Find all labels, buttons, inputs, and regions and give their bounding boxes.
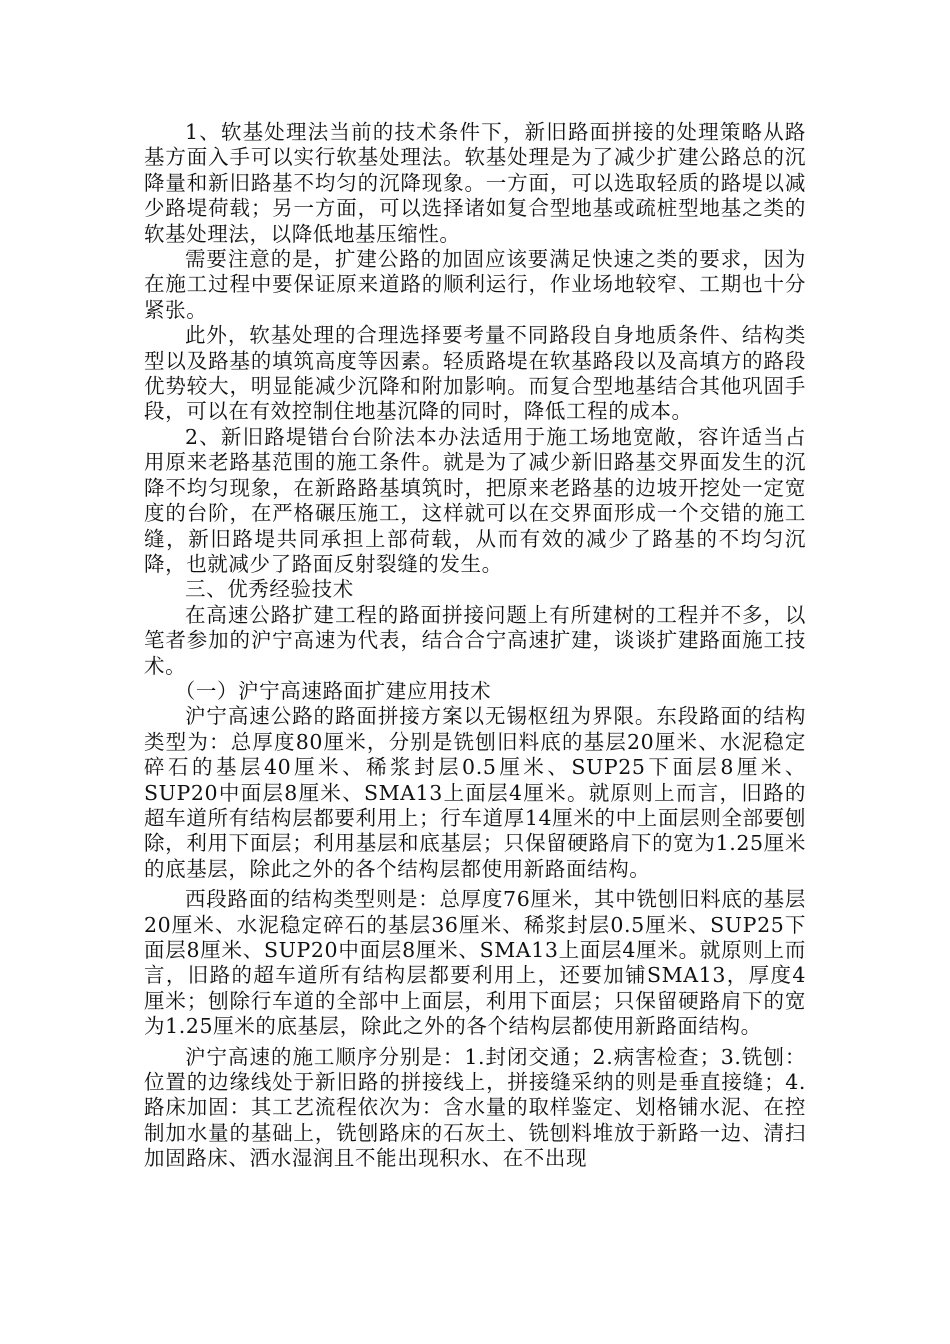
paragraph-attention: 需要注意的是，扩建公路的加固应该要满足快速之类的要求，因为在施工过程中要保证原来道路的顺利运行，作业场地较窄、工期也十分紧张。	[144, 247, 806, 322]
paragraph-step-method: 2、新旧路堤错台台阶法本办法适用于施工场地宽敞，容许适当占用原来老路基范围的施工条件。就是为了减少新旧路基交界面发生的沉降不均匀现象，在新路路基填筑时，把原来老路基的边坡开挖处一定宽度的台阶，在严格碾压施工，这样就可以在交界面形成一个交错的施工缝，新旧路堤共同承担上部荷载，从而有效的减少了路基的不均匀沉降，也就减少了路面反射裂缝的发生。	[144, 424, 806, 576]
paragraph-intro-hu-ning: 在高速公路扩建工程的路面拼接问题上有所建树的工程并不多，以笔者参加的沪宁高速为代表，结合合宁高速扩建，谈谈扩建路面施工技术。	[144, 602, 806, 678]
paragraph-soft-foundation: 1、软基处理法当前的技术条件下，新旧路面拼接的处理策略从路基方面入手可以实行软基处理法。软基处理是为了减少扩建公路总的沉降量和新旧路基不均匀的沉降现象。一方面，可以选取轻质的路堤以减少路堤荷载；另一方面，可以选择诸如复合型地基或疏桩型地基之类的软基处理法，以降低地基压缩性。	[144, 120, 806, 246]
section-heading-experience: 三、优秀经验技术	[185, 577, 354, 602]
paragraph-besides: 此外，软基处理的合理选择要考量不同路段自身地质条件、结构类型以及路基的填筑高度等因素。轻质路堤在软基路段以及高填方的路段优势较大，明显能减少沉降和附加影响。而复合型地基结合其他巩固手段，可以在有效控制住地基沉降的同时，降低工程的成本。	[144, 323, 806, 424]
paragraph-east-section: 沪宁高速公路的路面拼接方案以无锡枢纽为界限。东段路面的结构类型为：总厚度80厘米，分别是铣刨旧料底的基层20厘米、水泥稳定碎石的基层40厘米、稀浆封层0.5厘米、SUP25下面层8厘米、SUP20中面层8厘米、SMA13上面层4厘米。就原则上而言，旧路的超车道所有结构层都要利用上；行车道厚14厘米的中上面层则全部要刨除，利用下面层；利用基层和底基层；只保留硬路肩下的宽为1.25厘米的底基层，除此之外的各个结构层都使用新路面结构。	[144, 704, 806, 881]
document-body	[144, 120, 806, 1172]
paragraph-west-section: 西段路面的结构类型则是：总厚度76厘米，其中铣刨旧料底的基层20厘米、水泥稳定碎石的基层36厘米、稀浆封层0.5厘米、SUP25下面层8厘米、SUP20中面层8厘米、SMA13上面层4厘米。就原则上而言，旧路的超车道所有结构层都要利用上，还要加铺SMA13，厚度4厘米；刨除行车道的全部中上面层，利用下面层；只保留硬路肩下的宽为1.25厘米的底基层，除此之外的各个结构层都使用新路面结构。	[144, 887, 806, 1039]
paragraph-construction-order: 沪宁高速的施工顺序分别是：1.封闭交通；2.病害检查；3.铣刨：位置的边缘线处于新旧路的拼接线上，拼接缝采纳的则是垂直接缝；4.路床加固：其工艺流程依次为：含水量的取样鉴定、划格铺水泥、在控制加水量的基础上，铣刨路床的石灰土、铣刨料堆放于新路一边、清扫加固路床、洒水湿润且不能出现积水、在不出现	[144, 1044, 806, 1171]
subsection-heading-hu-ning: （一）沪宁高速路面扩建应用技术	[174, 678, 492, 703]
